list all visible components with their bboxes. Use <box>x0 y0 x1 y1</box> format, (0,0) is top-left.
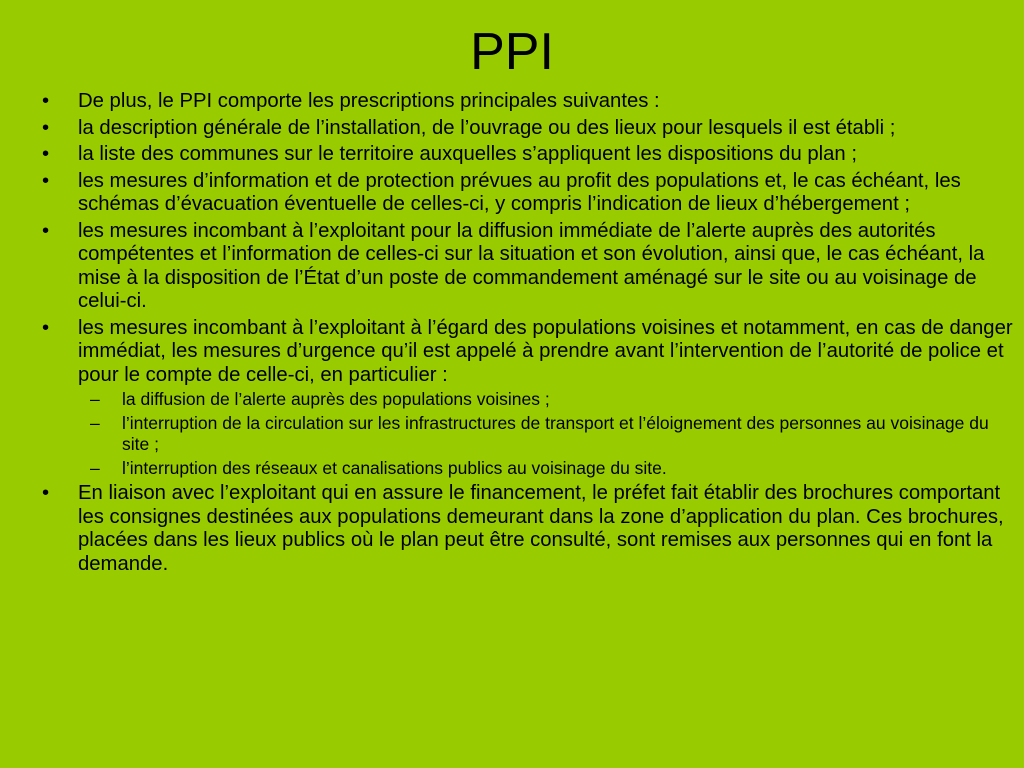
sub-list-item <box>78 389 1014 410</box>
list-item <box>42 317 1014 480</box>
sub-bullet-marker: – <box>90 458 100 478</box>
bullet-marker: • <box>42 316 50 339</box>
bullet-marker: • <box>42 116 50 139</box>
sub-list-item <box>78 413 1014 455</box>
sub-list-item-text: l’interruption des réseaux et canalisations publics au voisinage du site. <box>122 458 667 478</box>
sub-list-item-text: la diffusion de l’alerte auprès des populations voisines ; <box>122 389 550 409</box>
bullet-marker: • <box>42 482 50 504</box>
list-item <box>42 482 1014 576</box>
list-item-text: la description générale de l’installation, de l’ouvrage ou des lieux pour lesquels il est établi ; <box>78 116 896 139</box>
list-item <box>42 170 1014 217</box>
list-item <box>42 90 1014 114</box>
sub-bullet-marker: – <box>90 413 100 433</box>
list-item <box>42 143 1014 167</box>
sub-list-item-text: l’interruption de la circulation sur les infrastructures de transport et l’éloignement des personnes au voisinage du site ; <box>122 413 989 454</box>
list-item-text: les mesures d’information et de protection prévues au profit des populations et, le cas échéant, les schémas d’évacuation éventuelle de celles-ci, y compris l’indication de lieux d’hébergement ; <box>78 169 961 215</box>
list-item <box>42 220 1014 314</box>
list-item-text: les mesures incombant à l’exploitant pour la diffusion immédiate de l’alerte auprès des autorités compétentes et l’information de celles-ci sur la situation et son évolution, ainsi que, le cas échéant, la mise à la disposition de l’État d’un poste de commandement aménagé sur le site ou au voisinage de celui-ci. <box>78 219 985 312</box>
list-item-text: De plus, le PPI comporte les prescriptions principales suivantes : <box>78 90 660 112</box>
list-item-text: la liste des communes sur le territoire auxquelles s’appliquent les dispositions du plan ; <box>78 143 857 165</box>
sub-bullet-marker: – <box>90 389 100 409</box>
bullet-marker: • <box>42 90 50 112</box>
list-item <box>42 117 1014 141</box>
list-item-text: les mesures incombant à l’exploitant à l’égard des populations voisines et notamment, en cas de danger immédiat, les mesures d’urgence qu’il est appelé à prendre avant l’intervention de l’autorité de police et pour le compte de celle-ci, en particulier : <box>78 316 1013 386</box>
bullet-list <box>42 90 1014 579</box>
bullet-marker: • <box>42 219 50 242</box>
slide-title: PPI <box>470 23 554 81</box>
list-item-text: En liaison avec l’exploitant qui en assure le financement, le préfet fait établir des brochures comportant les consignes destinées aux populations demeurant dans la zone d’application du plan. Ces brochures, placées dans les lieux publics où le plan peut être consulté, sont remises aux personnes qui en font la demande. <box>78 482 1004 575</box>
bullet-marker: • <box>42 169 50 192</box>
sub-list-item <box>78 458 1014 479</box>
sub-bullet-list <box>78 389 1014 479</box>
bullet-marker: • <box>42 143 50 165</box>
